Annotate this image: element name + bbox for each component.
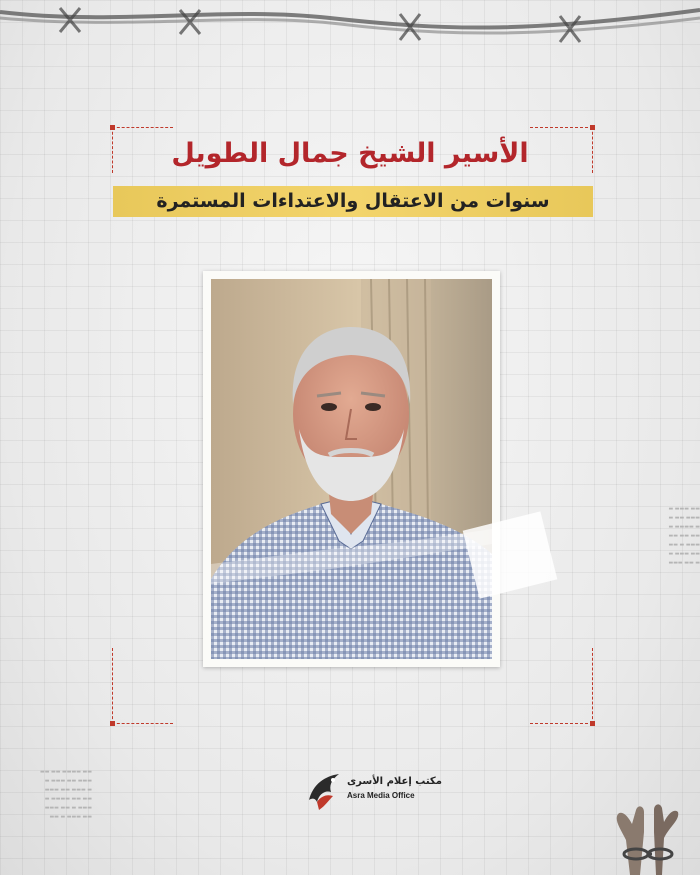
barbed-wire-icon <box>0 0 700 80</box>
logo-arabic-text: مكتب إعلام الأسرى <box>347 776 442 787</box>
portrait-photo <box>211 279 492 659</box>
frame-dot <box>110 721 115 726</box>
logo-english-text: Asra Media Office <box>347 791 415 800</box>
poster-title: الأسير الشيخ جمال الطويل <box>171 138 529 169</box>
chained-hands-icon <box>600 780 700 875</box>
frame-corner-bottom-right <box>530 648 593 724</box>
frame-dot <box>590 125 595 130</box>
faded-background-text: ▬▬ ▬▬▬▬ ▬▬ ▬▬ ▬▬▬ ▬▬ ▬▬▬ ▬ ▬ ▬▬▬ ▬▬ ▬▬▬ ▬▬ ▬▬ ▬▬▬▬ ▬ ▬▬▬ ▬ ▬▬ ▬▬▬ ▬▬ ▬▬▬ ▬ ▬▬ <box>39 769 92 820</box>
frame-dot <box>590 721 595 726</box>
asra-media-office-logo <box>303 770 442 815</box>
frame-corner-bottom-left <box>112 648 173 724</box>
frame-dot <box>110 125 115 130</box>
faded-background-text: ▬▬ ▬▬▬ ▬ ▬▬▬ ▬▬ ▬ ▬ ▬▬▬▬ ▬ ▬▬ ▬▬ ▬▬ ▬▬▬ ▬ ▬▬ ▬▬ ▬▬▬ ▬ ▬ ▬▬ ▬▬▬ <box>668 506 700 566</box>
poster-subtitle-banner: سنوات من الاعتقال والاعتداءات المستمرة <box>113 186 593 217</box>
bird-logo-icon <box>303 770 343 812</box>
portrait-frame <box>203 271 500 667</box>
